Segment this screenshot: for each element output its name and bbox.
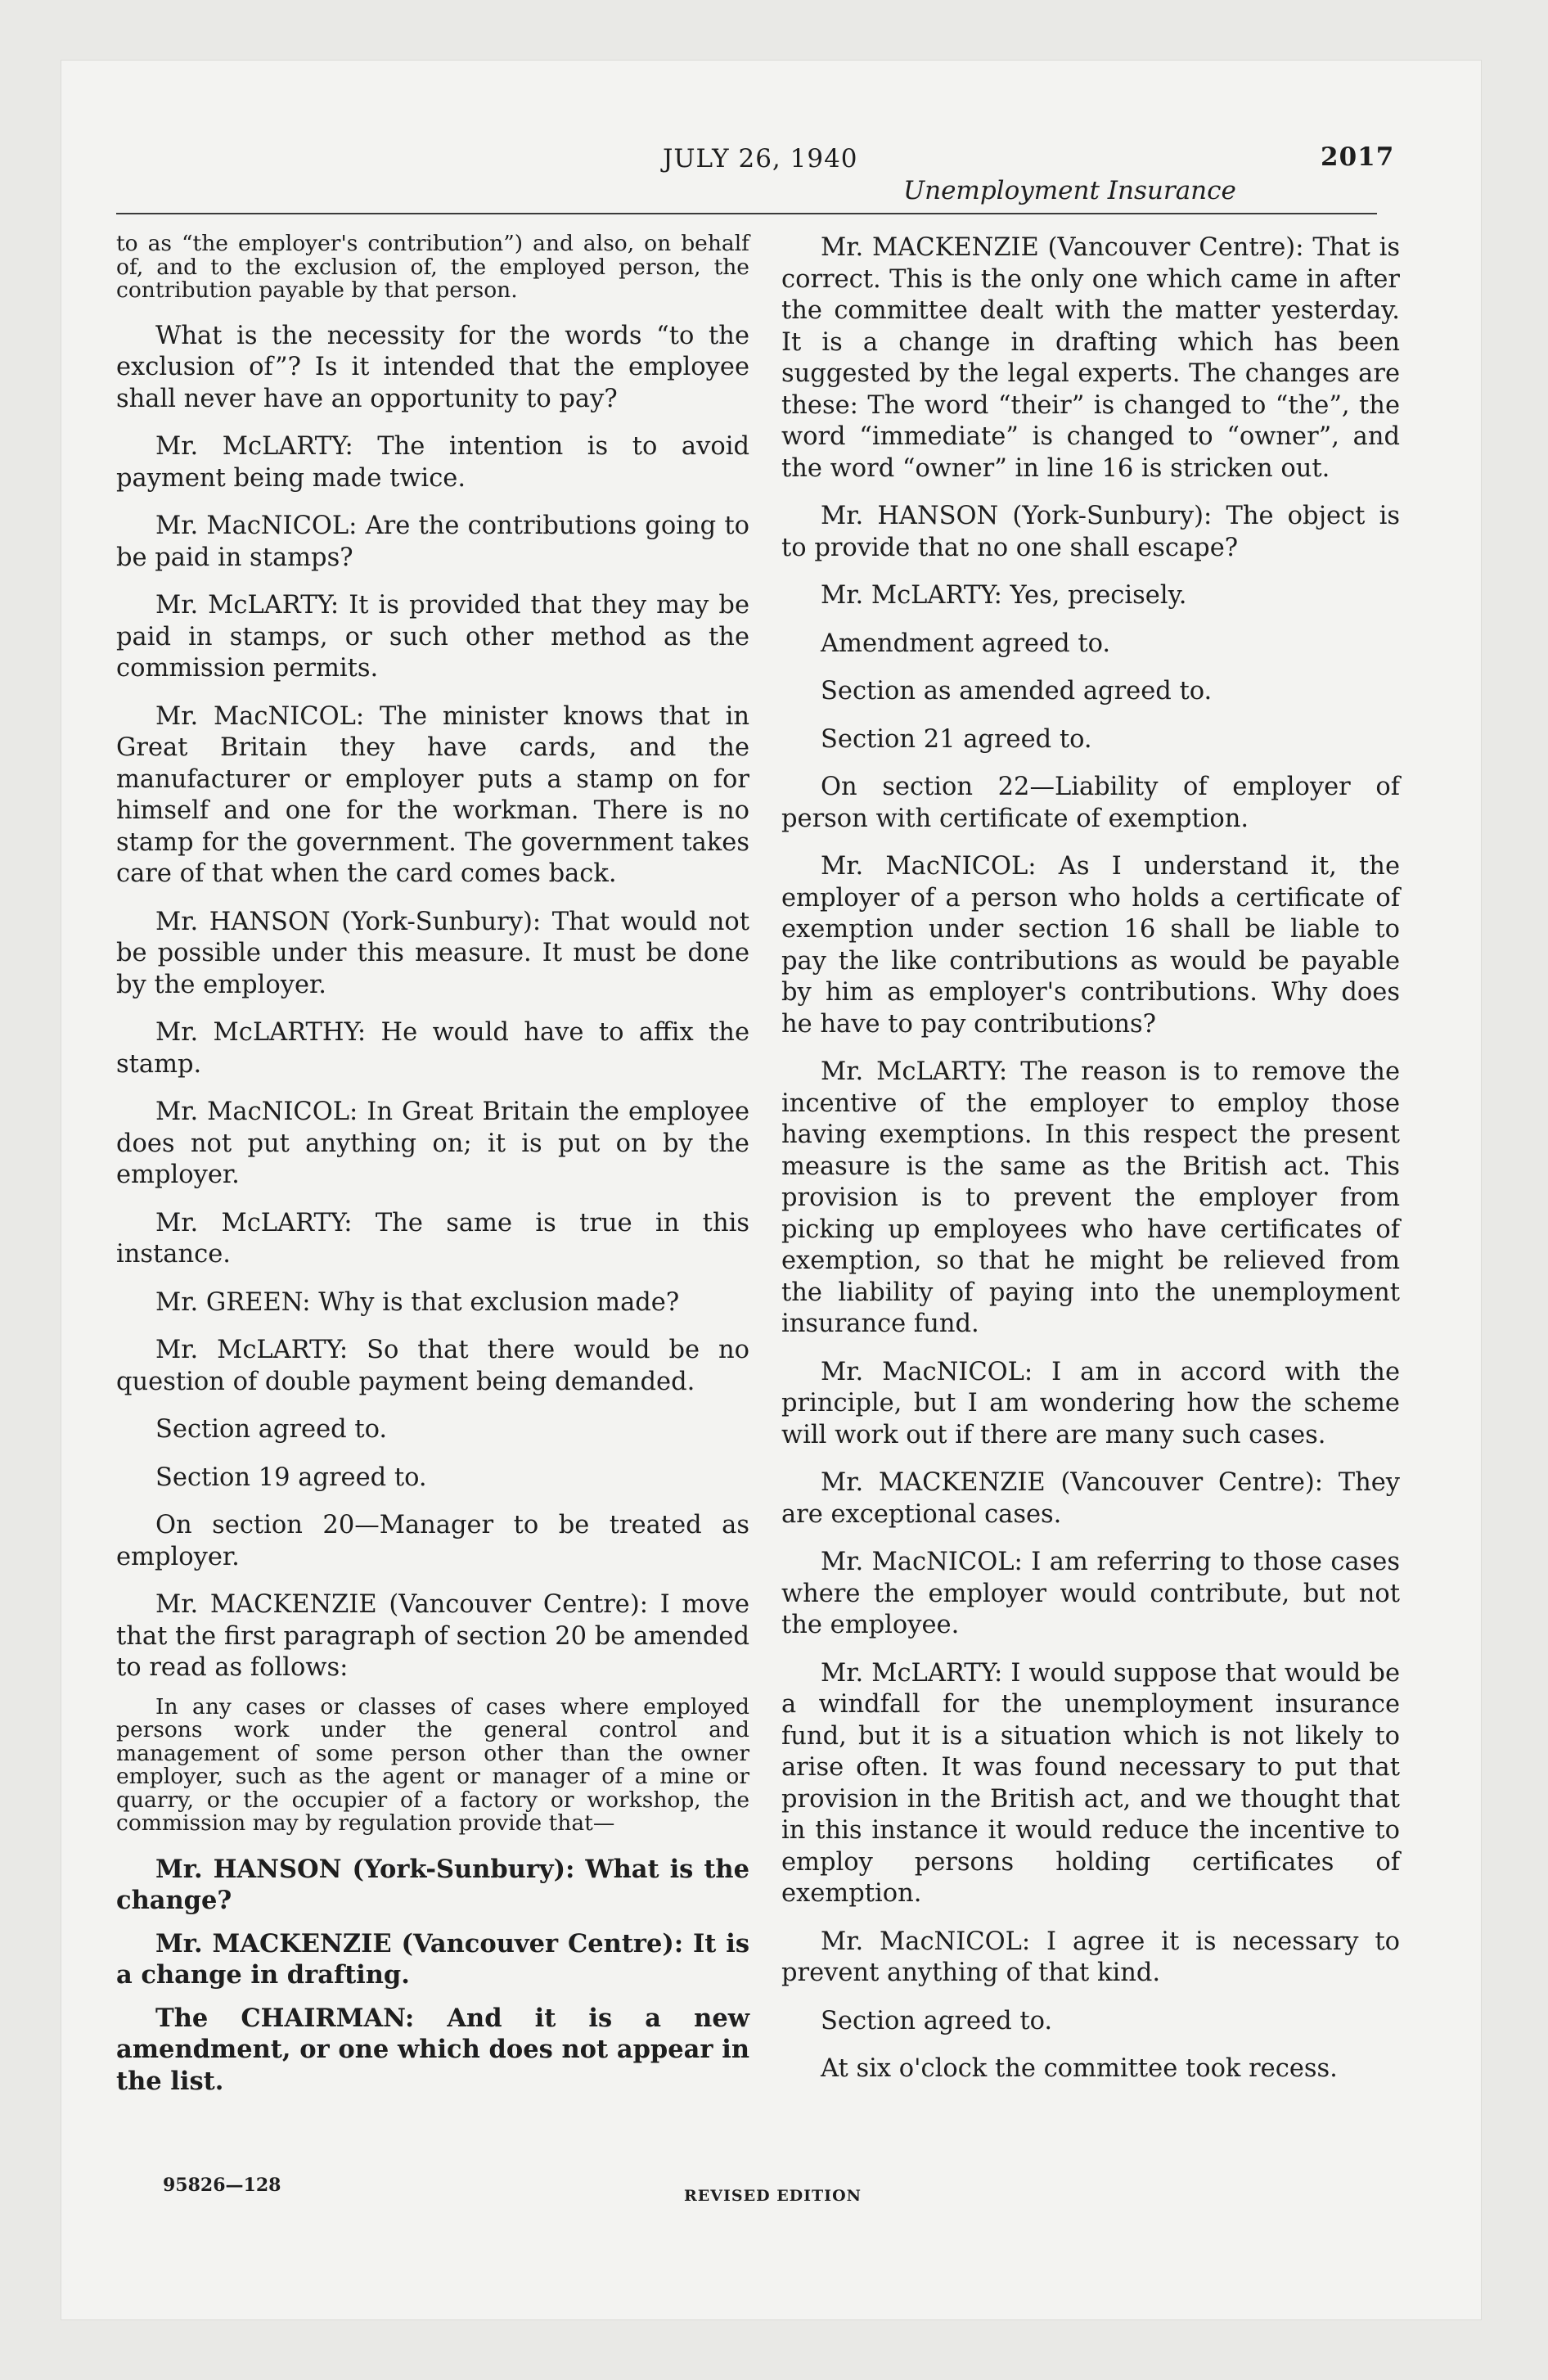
paragraph: Mr. MacNICOL: Are the contributions going to be paid in stamps? xyxy=(116,512,749,572)
paragraph: The CHAIRMAN: And it is a new amendment, or one which does not appear in the list. xyxy=(116,2003,749,2096)
paragraph: Section agreed to. xyxy=(821,2006,1053,2035)
paragraph: Mr. MacNICOL: As I understand it, the employer of a person who holds a certificate of exemption under section 16 shall be liable to pay the like contributions as would be payable by him as employer's contributions. Why does he have to pay contributions? xyxy=(781,852,1400,1039)
paragraph: Mr. HANSON (York-Sunbury): That would not be possible under this measure. It must be done by the employer. xyxy=(116,907,749,999)
paragraph: Mr. MACKENZIE (Vancouver Centre): That is correct. This is the only one which came in after the committee dealt with the matter yesterday. It is a change in drafting which has been suggested by the legal experts. The changes are these: The word “their” is changed to “the”, the word “immediate” is changed to “owner”, and the word “owner” in line 16 is stricken out. xyxy=(781,233,1400,483)
paragraph: On section 20—Manager to be treated as employer. xyxy=(116,1511,749,1571)
paragraph: Section 21 agreed to. xyxy=(821,724,1092,754)
paragraph: Mr. McLARTY: Yes, precisely. xyxy=(821,581,1187,610)
paragraph: Section agreed to. xyxy=(155,1415,388,1444)
header-rule xyxy=(116,213,1377,214)
paragraph: Mr. McLARTY: It is provided that they may be paid in stamps, or such other method as the commission permits. xyxy=(116,591,749,683)
paragraph: Mr. MACKENZIE (Vancouver Centre): It is a change in drafting. xyxy=(116,1928,749,1990)
paragraph: Mr. GREEN: Why is that exclusion made? xyxy=(155,1287,680,1317)
edition-label: REVISED EDITION xyxy=(684,2187,862,2205)
paragraph: Mr. MacNICOL: In Great Britain the employee does not put anything on; it is put on by the employer. xyxy=(116,1098,749,1189)
paragraph: Mr. MacNICOL: I am in accord with the principle, but I am wondering how the scheme will work out if there are many such cases. xyxy=(781,1357,1400,1449)
paragraph: Mr. McLARTY: The reason is to remove the incentive of the employer to employ those having exemptions. In this respect the present measure is the same as the British act. This provision is to prevent the employer from picking up employees who have certificates of exemption, so that he might be relieved from the liability of paying into the unemployment insurance fund. xyxy=(781,1057,1400,1338)
paragraph: At six o'clock the committee took recess. xyxy=(821,2054,1338,2083)
quoted-amendment: In any cases or classes of cases where employed persons work under the general control and management of some person other than the owner employer, such as the agent or manager of a mine or quarry, or the occupier of a factory or workshop, the commission may by regulation provide that— xyxy=(116,1693,749,1836)
paragraph: Mr. McLARTY: So that there would be no question of double payment being demanded. xyxy=(116,1336,749,1396)
paragraph: Mr. MACKENZIE (Vancouver Centre): I move that the first paragraph of section 20 be amended to read as follows: xyxy=(116,1590,749,1682)
paragraph: On section 22—Liability of employer of person with certificate of exemption. xyxy=(781,773,1400,833)
paragraph: Mr. McLARTY: I would suppose that would be a windfall for the unemployment insurance fund, but it is a situation which is not likely to arise often. It was found necessary to put that provision in the British act, and we thought that in this instance it would reduce the incentive to employ persons holding certificates of exemption. xyxy=(781,1658,1400,1908)
paragraph: Section as amended agreed to. xyxy=(821,677,1213,705)
running-head-date: JULY 26, 1940 xyxy=(663,144,858,174)
paragraph: Mr. MacNICOL: I am referring to those cases where the employer would contribute, but not the employee. xyxy=(781,1548,1400,1639)
paragraph: Amendment agreed to. xyxy=(821,629,1111,658)
paragraph: Mr. HANSON (York-Sunbury): The object is to provide that no one shall escape? xyxy=(781,502,1400,562)
paragraph: Mr. MACKENZIE (Vancouver Centre): They are exceptional cases. xyxy=(781,1468,1400,1529)
paragraph: Mr. McLARTHY: He would have to affix the stamp. xyxy=(116,1018,749,1079)
paragraph: to as “the employer's contribution”) and also, on behalf of, and to the exclusion of, the employed person, the contribution payable by that person. xyxy=(116,231,749,303)
paragraph: Mr. MacNICOL: The minister knows that in Great Britain they have cards, and the manufacturer or employer puts a stamp on for himself and one for the workman. There is no stamp for the government. The government takes care of that when the card comes back. xyxy=(116,701,749,888)
paragraph: Mr. McLARTY: The same is true in this instance. xyxy=(116,1208,749,1269)
page-number: 2017 xyxy=(1321,142,1395,172)
right-column xyxy=(781,232,1400,2102)
left-column xyxy=(116,232,749,2108)
running-head-subject: Unemployment Insurance xyxy=(903,176,1236,205)
paragraph: Mr. HANSON (York-Sunbury): What is the change? xyxy=(116,1854,749,1915)
paragraph: What is the necessity for the words “to the exclusion of”? Is it intended that the employee shall never have an opportunity to pay? xyxy=(116,321,749,413)
paragraph: Section 19 agreed to. xyxy=(155,1463,427,1492)
paragraph: Mr. McLARTY: The intention is to avoid payment being made twice. xyxy=(116,432,749,493)
printer-imprint: 95826—128 xyxy=(163,2175,281,2196)
paragraph: Mr. MacNICOL: I agree it is necessary to prevent anything of that kind. xyxy=(781,1927,1400,1987)
